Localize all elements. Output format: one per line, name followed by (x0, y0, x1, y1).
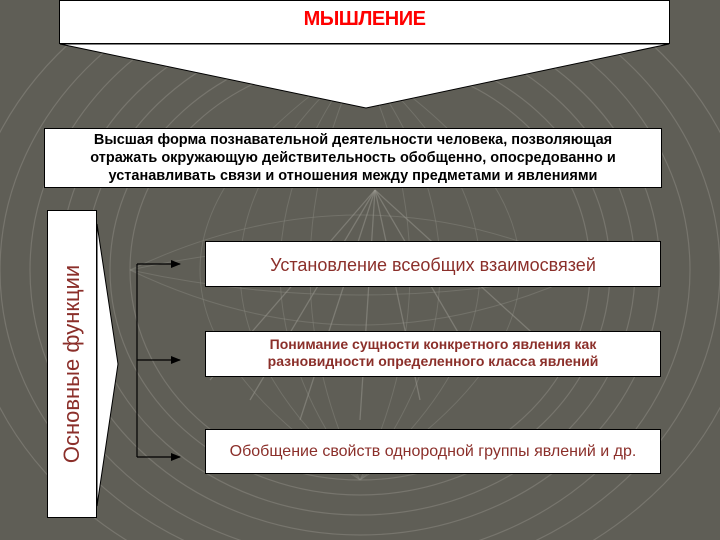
function-text-2-line-1: Понимание сущности конкретного явления как (269, 336, 597, 352)
function-text-2-line-2: разновидности определенного класса явлений (267, 353, 599, 369)
definition-text (44, 131, 662, 185)
definition-line-2: отражать окружающую действительность обобщенно, опосредованно и (90, 150, 616, 166)
function-text-1: Установление всеобщих взаимосвязей (270, 255, 596, 275)
definition-line-1: Высшая форма познавательной деятельности человека, позволяющая (93, 132, 613, 148)
side-label-text: Основные функции (59, 264, 84, 464)
title-text: МЫШЛЕНИЕ (303, 8, 426, 30)
definition-line-3: устанавливать связи и отношения между предметами и явлениями (108, 168, 598, 184)
function-text-3: Обобщение свойств однородной группы явлений и др. (229, 443, 637, 460)
function-text-2 (195, 336, 671, 370)
